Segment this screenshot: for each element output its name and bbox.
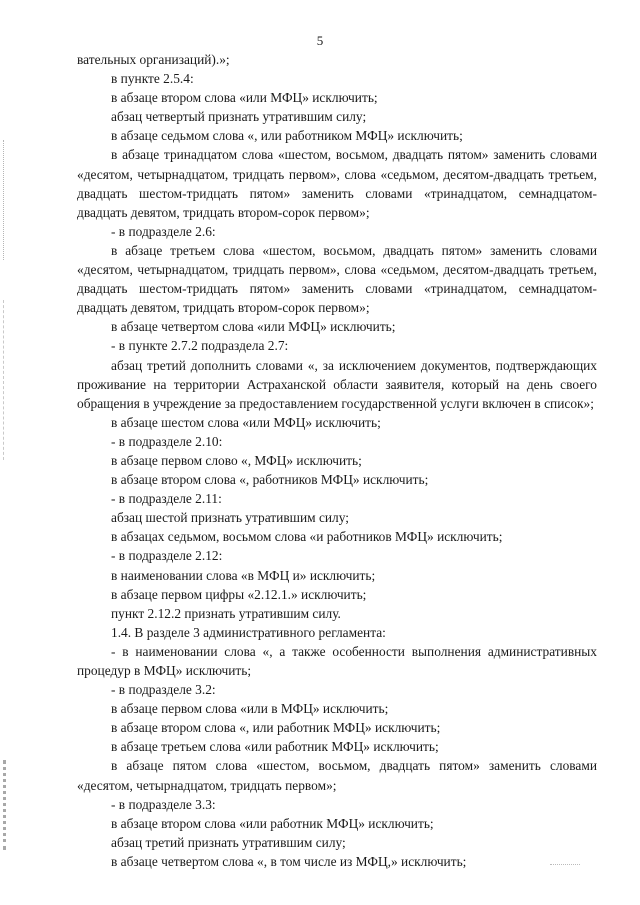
paragraph: - в наименовании слова «, а также особенности выполнения административных процедур в МФЦ» исключить; bbox=[77, 643, 597, 678]
paragraph: - в подразделе 2.12: bbox=[111, 548, 223, 564]
paragraph: абзац третий дополнить словами «, за исключением документов, подтверждающих проживание на территории Астраханской области заявителя, который на день своего обращения в учреждение за предоставлением государственной услуги включен в список»; bbox=[77, 357, 597, 411]
paragraph: в абзаце втором слова «или МФЦ» исключить; bbox=[111, 90, 378, 106]
paragraph: в абзацах седьмом, восьмом слова «и работников МФЦ» исключить; bbox=[111, 529, 503, 545]
paragraph: - в подразделе 2.11: bbox=[111, 491, 222, 507]
paragraph: - в пункте 2.7.2 подраздела 2.7: bbox=[111, 338, 289, 354]
paragraph: в абзаце пятом слова «шестом, восьмом, двадцать пятом» заменить словами «десятом, четырнадцатом, тридцать первом»; bbox=[77, 758, 597, 793]
paragraph: в наименовании слова «в МФЦ и» исключить; bbox=[111, 567, 376, 583]
paragraph: в абзаце втором слова «, работников МФЦ» исключить; bbox=[111, 472, 429, 488]
scan-artifact bbox=[3, 300, 20, 460]
paragraph: абзац третий признать утратившим силу; bbox=[111, 834, 346, 850]
paragraph: в абзаце четвертом слова «или МФЦ» исключить; bbox=[111, 319, 396, 335]
page-number: 5 bbox=[316, 33, 324, 48]
paragraph: в пункте 2.5.4: bbox=[111, 71, 194, 87]
paragraph: в абзаце тринадцатом слова «шестом, восьмом, двадцать пятом» заменить словами «десятом, четырнадцатом, тридцать первом», слова «седьмом, десятом-двадцать третьем, двадцать шестом-тридцать пятом» заменить словами «тринадцатом, семнадцатом-двадцать девятом, тридцать втором-сорок первом»; bbox=[77, 147, 597, 220]
scan-artifact bbox=[3, 760, 22, 850]
paragraph: в абзаце первом слова «или в МФЦ» исключить; bbox=[111, 701, 389, 717]
paragraph: в абзаце первом слово «, МФЦ» исключить; bbox=[111, 452, 362, 468]
paragraph: абзац шестой признать утратившим силу; bbox=[111, 510, 349, 526]
paragraph: абзац четвертый признать утратившим силу; bbox=[111, 109, 367, 125]
scan-artifact bbox=[3, 140, 20, 260]
paragraph: в абзаце втором слова «, или работник МФЦ» исключить; bbox=[111, 720, 441, 736]
paragraph: - в подразделе 3.3: bbox=[111, 796, 216, 812]
paragraph: - в подразделе 2.6: bbox=[111, 223, 216, 239]
paragraph: в абзаце шестом слова «или МФЦ» исключить; bbox=[111, 414, 381, 430]
paragraph: в абзаце третьем слова «шестом, восьмом, двадцать пятом» заменить словами «десятом, четырнадцатом, тридцать первом», слова «седьмом, десятом-двадцать третьем, двадцать шестом-тридцать пятом» заменить словами «тринадцатом, семнадцатом-двадцать девятом, тридцать втором-сорок первом»; bbox=[77, 242, 597, 316]
paragraph: в абзаце втором слова «или работник МФЦ» исключить; bbox=[111, 815, 434, 831]
paragraph: 1.4. В разделе 3 административного регламента: bbox=[111, 624, 386, 640]
paragraph: - в подразделе 2.10: bbox=[111, 433, 223, 449]
paragraph: - в подразделе 3.2: bbox=[111, 682, 216, 698]
paragraph: в абзаце третьем слова «или работник МФЦ» исключить; bbox=[111, 739, 439, 755]
document-body bbox=[77, 50, 597, 871]
paragraph: в абзаце седьмом слова «, или работником МФЦ» исключить; bbox=[111, 128, 463, 144]
paragraph: в абзаце четвертом слова «, в том числе из МФЦ,» исключить; bbox=[111, 853, 467, 869]
paragraph: пункт 2.12.2 признать утратившим силу. bbox=[111, 605, 341, 621]
paragraph: вательных организаций).»; bbox=[77, 52, 230, 67]
paragraph: в абзаце первом цифры «2.12.1.» исключить; bbox=[111, 586, 367, 602]
